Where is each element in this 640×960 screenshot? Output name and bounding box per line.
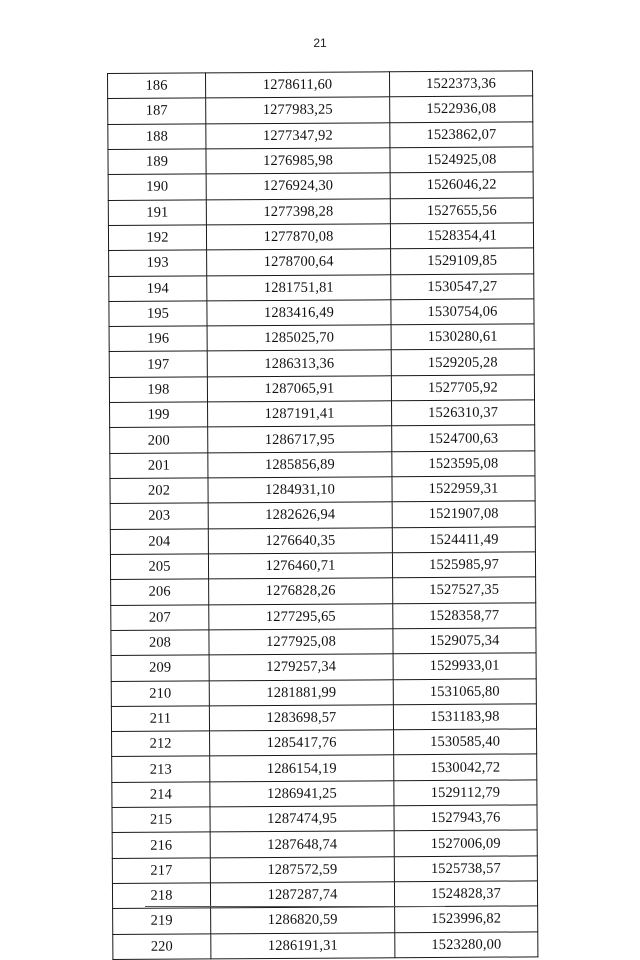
table-row bbox=[112, 881, 537, 909]
point-number-cell: 192 bbox=[108, 225, 206, 251]
coordinates-table-body bbox=[108, 71, 538, 960]
x-coordinate-cell: 1285417,76 bbox=[210, 730, 394, 756]
point-number-cell: 188 bbox=[108, 124, 206, 150]
table-row bbox=[111, 577, 536, 605]
y-coordinate-cell: 1529112,79 bbox=[394, 780, 537, 806]
y-coordinate-cell: 1522936,08 bbox=[390, 96, 533, 122]
point-number-cell: 218 bbox=[112, 883, 210, 909]
y-coordinate-cell: 1527705,92 bbox=[391, 375, 534, 401]
y-coordinate-cell: 1530280,61 bbox=[391, 324, 534, 350]
table-row bbox=[110, 425, 535, 453]
x-coordinate-cell: 1277398,28 bbox=[206, 198, 390, 224]
y-coordinate-cell: 1531183,98 bbox=[393, 704, 536, 730]
point-number-cell: 186 bbox=[108, 73, 206, 99]
table-row bbox=[110, 527, 535, 555]
y-coordinate-cell: 1529205,28 bbox=[391, 349, 534, 375]
table-row bbox=[110, 476, 535, 504]
table-row bbox=[111, 704, 536, 732]
point-number-cell: 210 bbox=[111, 680, 209, 706]
x-coordinate-cell: 1286941,25 bbox=[210, 781, 394, 807]
point-number-cell: 194 bbox=[109, 275, 207, 301]
table-row bbox=[109, 349, 534, 377]
point-number-cell: 199 bbox=[110, 402, 208, 428]
page-number: 21 bbox=[313, 36, 327, 50]
point-number-cell: 190 bbox=[108, 174, 206, 200]
point-number-cell: 213 bbox=[112, 756, 210, 782]
x-coordinate-cell: 1286820,59 bbox=[211, 907, 395, 933]
page-bottom-edge bbox=[145, 906, 445, 907]
y-coordinate-cell: 1525985,97 bbox=[392, 552, 535, 578]
x-coordinate-cell: 1287474,95 bbox=[210, 806, 394, 832]
y-coordinate-cell: 1526046,22 bbox=[390, 172, 533, 198]
y-coordinate-cell: 1528358,77 bbox=[393, 602, 536, 628]
point-number-cell: 211 bbox=[111, 706, 209, 732]
y-coordinate-cell: 1529933,01 bbox=[393, 653, 536, 679]
x-coordinate-cell: 1276828,26 bbox=[209, 578, 393, 604]
y-coordinate-cell: 1522373,36 bbox=[389, 71, 532, 97]
y-coordinate-cell: 1531065,80 bbox=[393, 678, 536, 704]
y-coordinate-cell: 1524828,37 bbox=[394, 881, 537, 907]
y-coordinate-cell: 1527943,76 bbox=[394, 805, 537, 831]
x-coordinate-cell: 1281751,81 bbox=[207, 274, 391, 300]
coordinates-table bbox=[107, 70, 538, 960]
point-number-cell: 204 bbox=[110, 529, 208, 555]
point-number-cell: 189 bbox=[108, 149, 206, 175]
table-row bbox=[111, 628, 536, 656]
table-row bbox=[112, 729, 537, 757]
x-coordinate-cell: 1276924,30 bbox=[206, 173, 390, 199]
table-row bbox=[111, 602, 536, 630]
point-number-cell: 198 bbox=[109, 377, 207, 403]
table-row bbox=[109, 273, 534, 301]
y-coordinate-cell: 1529075,34 bbox=[393, 628, 536, 654]
table-row bbox=[113, 906, 538, 934]
y-coordinate-cell: 1525738,57 bbox=[394, 856, 537, 882]
point-number-cell: 207 bbox=[111, 604, 209, 630]
table-row bbox=[113, 932, 538, 960]
table-row bbox=[108, 122, 533, 150]
y-coordinate-cell: 1523862,07 bbox=[390, 122, 533, 148]
x-coordinate-cell: 1277870,08 bbox=[206, 224, 390, 250]
table-row bbox=[111, 678, 536, 706]
y-coordinate-cell: 1528354,41 bbox=[390, 223, 533, 249]
x-coordinate-cell: 1285025,70 bbox=[207, 325, 391, 351]
table-row bbox=[108, 147, 533, 175]
y-coordinate-cell: 1524411,49 bbox=[392, 527, 535, 553]
table-row bbox=[109, 299, 534, 327]
y-coordinate-cell: 1523996,82 bbox=[395, 906, 538, 932]
x-coordinate-cell: 1277925,08 bbox=[209, 629, 393, 655]
x-coordinate-cell: 1276640,35 bbox=[208, 527, 392, 553]
y-coordinate-cell: 1527006,09 bbox=[394, 830, 537, 856]
y-coordinate-cell: 1522959,31 bbox=[392, 476, 535, 502]
point-number-cell: 201 bbox=[110, 453, 208, 479]
table-row bbox=[112, 780, 537, 808]
table-row bbox=[108, 172, 533, 200]
table-row bbox=[108, 197, 533, 225]
y-coordinate-cell: 1530754,06 bbox=[391, 299, 534, 325]
point-number-cell: 206 bbox=[111, 579, 209, 605]
point-number-cell: 200 bbox=[110, 427, 208, 453]
point-number-cell: 219 bbox=[113, 908, 211, 934]
table-row bbox=[108, 96, 533, 124]
point-number-cell: 220 bbox=[113, 934, 211, 960]
table-row bbox=[110, 552, 535, 580]
x-coordinate-cell: 1277983,25 bbox=[206, 97, 390, 123]
y-coordinate-cell: 1523595,08 bbox=[392, 451, 535, 477]
y-coordinate-cell: 1524925,08 bbox=[390, 147, 533, 173]
point-number-cell: 191 bbox=[108, 199, 206, 225]
y-coordinate-cell: 1527655,56 bbox=[390, 197, 533, 223]
point-number-cell: 197 bbox=[109, 351, 207, 377]
point-number-cell: 203 bbox=[110, 503, 208, 529]
point-number-cell: 209 bbox=[111, 655, 209, 681]
point-number-cell: 208 bbox=[111, 630, 209, 656]
x-coordinate-cell: 1287191,41 bbox=[208, 401, 392, 427]
table-row bbox=[112, 754, 537, 782]
x-coordinate-cell: 1286154,19 bbox=[210, 755, 394, 781]
y-coordinate-cell: 1530547,27 bbox=[391, 273, 534, 299]
point-number-cell: 215 bbox=[112, 807, 210, 833]
x-coordinate-cell: 1286717,95 bbox=[208, 426, 392, 452]
y-coordinate-cell: 1527527,35 bbox=[393, 577, 536, 603]
point-number-cell: 195 bbox=[109, 301, 207, 327]
x-coordinate-cell: 1287065,91 bbox=[207, 376, 391, 402]
y-coordinate-cell: 1530042,72 bbox=[394, 754, 537, 780]
point-number-cell: 217 bbox=[112, 858, 210, 884]
x-coordinate-cell: 1276985,98 bbox=[206, 148, 390, 174]
x-coordinate-cell: 1286191,31 bbox=[211, 932, 395, 958]
x-coordinate-cell: 1277295,65 bbox=[209, 603, 393, 629]
x-coordinate-cell: 1281881,99 bbox=[209, 679, 393, 705]
x-coordinate-cell: 1282626,94 bbox=[208, 502, 392, 528]
point-number-cell: 193 bbox=[109, 250, 207, 276]
table-row bbox=[112, 805, 537, 833]
x-coordinate-cell: 1285856,89 bbox=[208, 451, 392, 477]
table-row bbox=[112, 856, 537, 884]
table-row bbox=[109, 248, 534, 276]
x-coordinate-cell: 1283698,57 bbox=[209, 705, 393, 731]
point-number-cell: 212 bbox=[112, 731, 210, 757]
table-row bbox=[110, 451, 535, 479]
table-row bbox=[112, 830, 537, 858]
y-coordinate-cell: 1530585,40 bbox=[394, 729, 537, 755]
y-coordinate-cell: 1523280,00 bbox=[395, 932, 538, 958]
point-number-cell: 214 bbox=[112, 782, 210, 808]
x-coordinate-cell: 1287287,74 bbox=[210, 882, 394, 908]
y-coordinate-cell: 1529109,85 bbox=[391, 248, 534, 274]
x-coordinate-cell: 1277347,92 bbox=[206, 122, 390, 148]
x-coordinate-cell: 1284931,10 bbox=[208, 477, 392, 503]
x-coordinate-cell: 1278611,60 bbox=[206, 72, 390, 98]
x-coordinate-cell: 1278700,64 bbox=[207, 249, 391, 275]
table-row bbox=[110, 501, 535, 529]
table-row bbox=[110, 400, 535, 428]
point-number-cell: 187 bbox=[108, 98, 206, 124]
x-coordinate-cell: 1287648,74 bbox=[210, 831, 394, 857]
table-row bbox=[108, 71, 533, 99]
point-number-cell: 216 bbox=[112, 832, 210, 858]
table-row bbox=[109, 375, 534, 403]
y-coordinate-cell: 1526310,37 bbox=[392, 400, 535, 426]
x-coordinate-cell: 1279257,34 bbox=[209, 654, 393, 680]
point-number-cell: 202 bbox=[110, 478, 208, 504]
point-number-cell: 205 bbox=[110, 554, 208, 580]
x-coordinate-cell: 1287572,59 bbox=[210, 856, 394, 882]
y-coordinate-cell: 1524700,63 bbox=[392, 425, 535, 451]
x-coordinate-cell: 1286313,36 bbox=[207, 350, 391, 376]
table-row bbox=[108, 223, 533, 251]
y-coordinate-cell: 1521907,08 bbox=[392, 501, 535, 527]
table-row bbox=[109, 324, 534, 352]
x-coordinate-cell: 1276460,71 bbox=[208, 553, 392, 579]
point-number-cell: 196 bbox=[109, 326, 207, 352]
x-coordinate-cell: 1283416,49 bbox=[207, 300, 391, 326]
table-row bbox=[111, 653, 536, 681]
